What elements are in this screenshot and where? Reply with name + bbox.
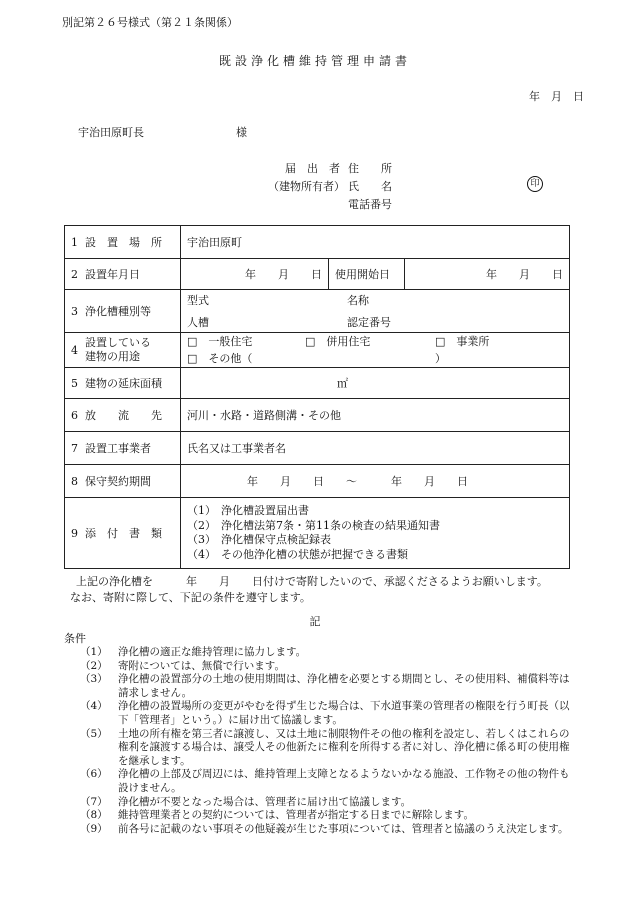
list-item: （6） 浄化槽の上部及び周辺には、維持管理上支障となるようないかなる施設、工作物その他の物件も設けません。 bbox=[80, 768, 570, 794]
table-row: 6 放 流 先 河川・水路・道路側溝・その他 bbox=[65, 399, 570, 432]
list-item: （3） 浄化槽の設置部分の土地の使用期間は、浄化槽を必要とする期間とし、その使用料、補償料等は請求しません。 bbox=[80, 673, 570, 699]
address-label: 住 所 bbox=[348, 162, 392, 175]
table-row: 9 添 付 書 類 （1） 浄化槽設置届出書 （2） 浄化槽法第7条・第11条の検査の結果通知書 （3） 浄化槽保守点検記録表 （4） その他浄化槽の状態が把握できる書類 bbox=[65, 498, 570, 569]
list-item: （4） その他浄化槽の状態が把握できる書類 bbox=[187, 547, 408, 561]
list-item: （3） 浄化槽保守点検記録表 bbox=[187, 533, 331, 546]
discharge-field[interactable]: 河川・水路・道路側溝・その他 bbox=[181, 399, 570, 432]
capacity-label: 人槽 bbox=[187, 316, 209, 329]
install-date-field[interactable]: 年 月 日 bbox=[181, 259, 329, 290]
contractor-field[interactable]: 氏名又は工事業者名 bbox=[181, 432, 570, 465]
checkbox-house[interactable]: □ 一般住宅 bbox=[187, 335, 253, 348]
period-tilde: ～ bbox=[346, 475, 357, 488]
table-row: 1 設 置 場 所 宇治田原町 bbox=[65, 226, 570, 259]
table-row: 5 建物の延床面積 ㎡ bbox=[65, 368, 570, 399]
list-item: （4） 浄化槽の設置場所の変更がやむを得ず生じた場合は、下水道事業の管理者の権限を行う町長（以下「管理者」という。）に届け出て協議します。 bbox=[80, 700, 570, 726]
application-date: 年 月 日 bbox=[529, 90, 584, 103]
contract-period-label: 保守契約期間 bbox=[85, 475, 151, 488]
cert-number-label: 認定番号 bbox=[347, 316, 391, 329]
table-row: 4 設置している 建物の用途 □ 一般住宅 □ 併用住宅 □ 事業所 □ その他（ ） bbox=[65, 333, 570, 368]
applicant-block bbox=[268, 160, 392, 214]
area-unit: ㎡ bbox=[337, 377, 348, 390]
attachments-field bbox=[181, 498, 570, 569]
start-date-field[interactable]: 年 月 日 bbox=[405, 259, 570, 290]
ki-heading: 記 bbox=[309, 615, 321, 628]
list-item: （1） 浄化槽設置届出書 bbox=[187, 504, 309, 517]
checkbox-mixed-use[interactable]: □ 併用住宅 bbox=[305, 335, 371, 348]
applicant-role: 届 出 者 bbox=[285, 162, 340, 175]
checkbox-other[interactable]: □ その他（ bbox=[187, 352, 253, 365]
contractor-label: 設置工事業者 bbox=[85, 442, 151, 455]
location-label: 設 置 場 所 bbox=[85, 236, 162, 249]
conditions-title: 条件 bbox=[64, 632, 86, 645]
list-item: （7） 浄化槽が不要となった場合は、管理者に届け出て協議します。 bbox=[80, 795, 412, 808]
request-statement bbox=[64, 574, 548, 606]
owner-note: （建物所有者） bbox=[268, 180, 345, 193]
document-title: 既設浄化槽維持管理申請書 bbox=[218, 54, 411, 68]
table-row: 2 設置年月日 年 月 日 使用開始日 年 月 日 bbox=[65, 259, 570, 290]
install-date-label: 設置年月日 bbox=[85, 268, 140, 281]
floor-area-field[interactable] bbox=[181, 368, 570, 399]
tank-type-field[interactable] bbox=[181, 290, 570, 333]
honorific: 様 bbox=[236, 126, 247, 139]
model-label: 型式 bbox=[187, 294, 209, 307]
contract-period-field[interactable] bbox=[181, 465, 570, 498]
other-close-paren: ） bbox=[435, 352, 446, 365]
building-usage-field bbox=[181, 333, 570, 368]
addressee: 宇治田原町長 bbox=[78, 126, 144, 139]
list-item: （5） 土地の所有権を第三者に譲渡し、又は土地に制限物件その他の権利を設定し、若しくはこれらの権利を譲渡する場合は、譲受人その他新たに権利を所得する者に対し、浄化槽に係る町の使用権を継承します。 bbox=[80, 727, 570, 767]
list-item: （8） 維持管理業者との契約については、管理者が指定する日までに解除します。 bbox=[80, 809, 474, 822]
table-row: 8 保守契約期間 年 月 日 ～ 年 月 日 bbox=[65, 465, 570, 498]
table-row: 7 設置工事業者 氏名又は工事業者名 bbox=[65, 432, 570, 465]
application-table bbox=[64, 225, 570, 569]
start-date-label: 使用開始日 bbox=[329, 259, 405, 290]
form-number: 別記第２６号様式（第２１条関係） bbox=[62, 16, 238, 29]
contract-to: 年 月 日 bbox=[391, 475, 468, 488]
floor-area-label: 建物の延床面積 bbox=[85, 377, 162, 390]
phone-label: 電話番号 bbox=[348, 198, 392, 211]
contract-from: 年 月 日 bbox=[247, 475, 324, 488]
seal-mark: 印 bbox=[527, 176, 543, 192]
tank-type-label: 浄化槽種別等 bbox=[85, 305, 151, 318]
attachments-label: 添 付 書 類 bbox=[85, 527, 162, 540]
request-line-1: 上記の浄化槽を 年 月 日付けで寄附したいので、承認くださるようお願いします。 bbox=[76, 575, 548, 588]
location-field[interactable]: 宇治田原町 bbox=[181, 226, 570, 259]
list-item: （1） 浄化槽の適正な維持管理に協力します。 bbox=[80, 646, 307, 658]
list-item: （9） 前各号に記載のない事項その他疑義が生じた事項については、管理者と協議のうえ決定します。 bbox=[80, 822, 569, 835]
discharge-label: 放 流 先 bbox=[85, 409, 162, 422]
checkbox-business[interactable]: □ 事業所 bbox=[435, 335, 490, 348]
request-line-2: なお、寄附に際して、下記の条件を遵守します。 bbox=[70, 591, 311, 604]
name-label: 氏 名 bbox=[348, 180, 392, 193]
list-item: （2） 寄附については、無償で行います。 bbox=[80, 659, 285, 672]
product-name-label: 名称 bbox=[347, 294, 369, 307]
list-item: （2） 浄化槽法第7条・第11条の検査の結果通知書 bbox=[187, 518, 440, 532]
conditions-list bbox=[80, 646, 570, 836]
table-row: 3 浄化槽種別等 型式 名称 人槽 認定番号 bbox=[65, 290, 570, 333]
usage-label-b: 建物の用途 bbox=[85, 350, 140, 363]
usage-label-a: 設置している bbox=[85, 336, 151, 349]
